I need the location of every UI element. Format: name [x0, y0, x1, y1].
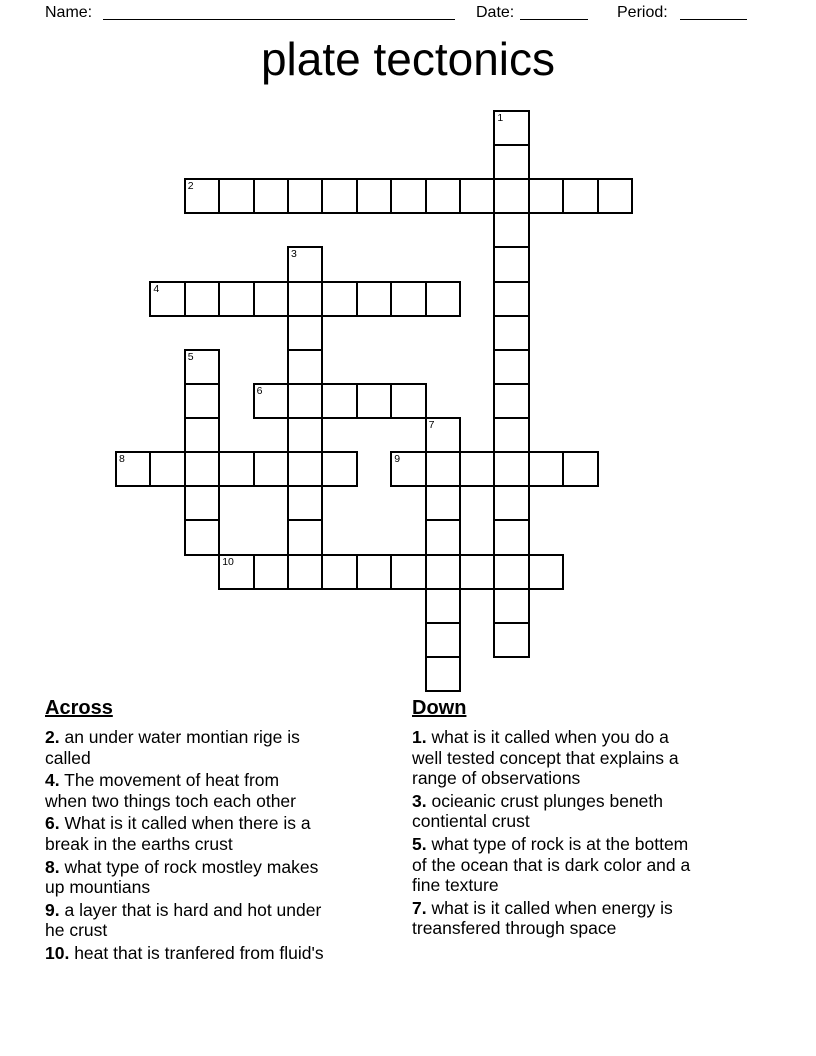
clue-number: 7. [412, 897, 427, 918]
crossword-cell [356, 178, 392, 214]
crossword-cell [493, 246, 529, 282]
crossword-cell [184, 349, 220, 385]
crossword-cell [528, 178, 564, 214]
cell-number: 5 [187, 350, 194, 363]
clue-number: 4. [45, 770, 60, 791]
crossword-cell [184, 383, 220, 419]
cell-number: 9 [394, 453, 401, 466]
clue-across-10: 10. heat that is tranfered from fluid's [45, 942, 324, 963]
crossword-cell [425, 519, 461, 555]
crossword-cell [425, 417, 461, 453]
crossword-cell [597, 178, 633, 214]
clue-down-5: 5. what type of rock is at the bottem of the ocean that is dark color and a fine texture [412, 833, 691, 896]
crossword-cell [184, 281, 220, 317]
crossword-cell [287, 383, 323, 419]
crossword-cell [493, 383, 529, 419]
crossword-cell [253, 383, 289, 419]
page-title: plate tectonics [260, 33, 556, 85]
crossword-cell [287, 349, 323, 385]
crossword-cell [287, 451, 323, 487]
crossword-cell [184, 451, 220, 487]
crossword-cell [218, 281, 254, 317]
name-blank-line [103, 2, 455, 20]
clue-number: 5. [412, 833, 427, 854]
cell-number: 8 [119, 453, 125, 466]
crossword-cell [287, 519, 323, 555]
crossword-cell [493, 588, 529, 624]
crossword-cell [459, 451, 495, 487]
clue-number: 6. [45, 813, 60, 834]
crossword-cell [425, 554, 461, 590]
crossword-cell [184, 417, 220, 453]
crossword-cell [425, 281, 461, 317]
crossword-grid [115, 110, 675, 694]
crossword-cell [390, 554, 426, 590]
crossword-cell [149, 281, 185, 317]
cell-number: 1 [497, 112, 504, 124]
date-blank-line [520, 2, 588, 20]
crossword-cell [562, 178, 598, 214]
clue-number: 8. [45, 856, 60, 877]
crossword-cell [321, 178, 357, 214]
crossword-cell [218, 178, 254, 214]
across-heading: Across [45, 697, 113, 719]
clue-number: 1. [412, 727, 427, 747]
down-heading: Down [412, 697, 467, 719]
date-label: Date: [476, 4, 515, 21]
clue-number: 10. [45, 942, 70, 963]
clue-down-3: 3. ocieanic crust plunges beneth contiental crust [412, 790, 664, 832]
crossword-cell [321, 554, 357, 590]
crossword-cell [253, 178, 289, 214]
crossword-cell [253, 451, 289, 487]
cell-number: 10 [222, 555, 234, 568]
crossword-cell [287, 246, 323, 282]
crossword-cell [493, 349, 529, 385]
clue-number: 9. [45, 899, 60, 920]
crossword-cell [356, 383, 392, 419]
period-label: Period: [617, 4, 668, 21]
crossword-cell [425, 451, 461, 487]
crossword-cell [425, 588, 461, 624]
name-label: Name: [45, 4, 93, 21]
crossword-cell [390, 281, 426, 317]
clue-across-2: 2. an under water montian rige is called [45, 727, 300, 768]
cell-number: 7 [428, 419, 435, 432]
clue-down-1: 1. what is it called when you do a well tested concept that explains a range of observations [412, 727, 679, 789]
clue-across-8: 8. what type of rock mostley makes up mountians [45, 856, 319, 898]
crossword-cell [321, 281, 357, 317]
crossword-cell [493, 417, 529, 453]
cell-number: 6 [256, 384, 263, 397]
crossword-cell [528, 554, 564, 590]
crossword-cell [356, 554, 392, 590]
crossword-cell [184, 178, 220, 214]
clue-down-7: 7. what is it called when energy is treansfered through space [412, 897, 673, 939]
crossword-cell [493, 144, 529, 180]
crossword-cell [493, 281, 529, 317]
crossword-cell [287, 417, 323, 453]
crossword-cell [149, 451, 185, 487]
crossword-cell [390, 383, 426, 419]
crossword-cell [356, 281, 392, 317]
down-clue-list [412, 727, 762, 939]
across-clues-section [45, 697, 390, 966]
crossword-cell [459, 554, 495, 590]
crossword-cell [115, 451, 151, 487]
across-clue-list [45, 727, 390, 964]
crossword-cell [287, 554, 323, 590]
crossword-cell [253, 554, 289, 590]
crossword-cell [321, 383, 357, 419]
cell-number: 3 [291, 248, 297, 261]
crossword-cell [321, 451, 357, 487]
crossword-cell [287, 178, 323, 214]
crossword-cell [493, 315, 529, 351]
crossword-cell [425, 656, 461, 692]
down-clues-section [412, 697, 762, 941]
crossword-cell [493, 178, 529, 214]
crossword-cell [287, 315, 323, 351]
crossword-cell [493, 622, 529, 658]
crossword-cell [425, 178, 461, 214]
clue-across-9: 9. a layer that is hard and hot under he crust [45, 899, 322, 941]
crossword-cell [493, 110, 529, 146]
crossword-cell [425, 485, 461, 521]
clue-across-6: 6. What is it called when there is a break in the earths crust [45, 813, 311, 854]
cell-number: 2 [187, 180, 194, 193]
clue-across-4: 4. The movement of heat from when two things toch each other [45, 770, 296, 811]
crossword-cell [493, 451, 529, 487]
crossword-cell [493, 554, 529, 590]
clue-number: 2. [45, 727, 60, 747]
crossword-cell [184, 519, 220, 555]
crossword-cell [493, 519, 529, 555]
crossword-cell [287, 281, 323, 317]
crossword-cell [459, 178, 495, 214]
crossword-cell [493, 485, 529, 521]
crossword-cell [184, 485, 220, 521]
cell-number: 4 [153, 282, 160, 295]
crossword-cell [253, 281, 289, 317]
crossword-cell [528, 451, 564, 487]
period-blank-line [680, 2, 747, 20]
crossword-cell [287, 485, 323, 521]
crossword-cell [493, 212, 529, 248]
crossword-cell [218, 554, 254, 590]
crossword-cell [390, 451, 426, 487]
crossword-cell [390, 178, 426, 214]
crossword-cell [562, 451, 598, 487]
crossword-cell [425, 622, 461, 658]
crossword-cell [218, 451, 254, 487]
clue-number: 3. [412, 790, 427, 811]
